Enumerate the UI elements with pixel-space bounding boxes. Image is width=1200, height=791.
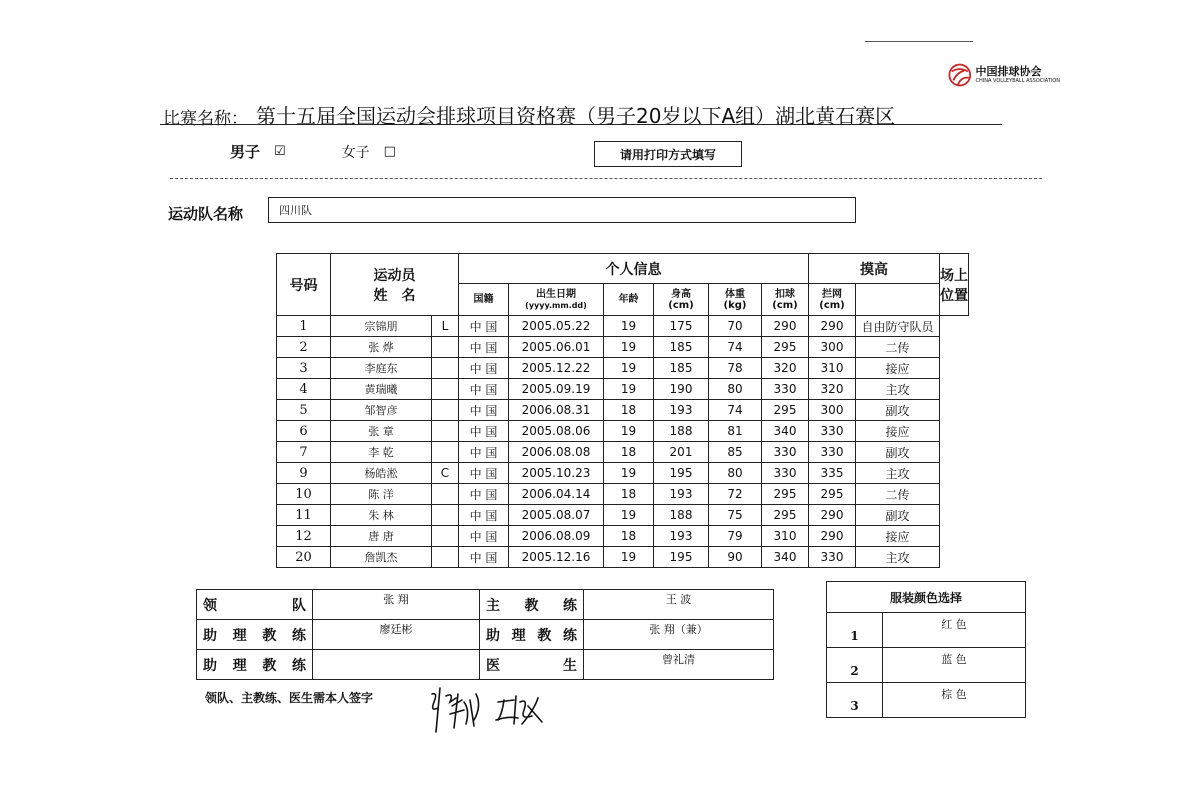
header-height-unit: (cm)	[668, 299, 694, 311]
roster-name[interactable]: 张 烨	[331, 337, 432, 358]
roster-height[interactable]: 188	[654, 505, 709, 526]
header-spike-unit: (cm)	[772, 299, 798, 311]
roster-height[interactable]: 175	[654, 316, 709, 337]
roster-age[interactable]: 19	[604, 463, 654, 484]
roster-age[interactable]: 19	[604, 421, 654, 442]
roster-block-reach[interactable]: 310	[809, 358, 856, 379]
male-checkbox[interactable]: ☑	[274, 144, 286, 159]
roster-spike-reach[interactable]: 295	[762, 337, 809, 358]
table-row	[277, 463, 969, 484]
handwritten-signatures	[418, 680, 558, 740]
roster-name[interactable]: 李庭东	[331, 358, 432, 379]
roster-name[interactable]: 宗锦朋	[331, 316, 432, 337]
roster-nationality[interactable]: 中 国	[459, 316, 509, 337]
roster-weight[interactable]: 72	[709, 484, 762, 505]
roster-spike-reach[interactable]: 330	[762, 442, 809, 463]
roster-birth-date[interactable]: 2006.08.09	[509, 526, 604, 547]
roster-spike-reach[interactable]: 330	[762, 379, 809, 400]
leader-label: 领 队	[197, 590, 313, 620]
roster-spike-reach[interactable]: 330	[762, 463, 809, 484]
table-row	[277, 337, 969, 358]
uniform-option-color[interactable]: 棕 色	[883, 683, 1026, 718]
roster-age[interactable]: 18	[604, 484, 654, 505]
roster-age[interactable]: 19	[604, 337, 654, 358]
roster-spike-reach[interactable]: 340	[762, 547, 809, 568]
roster-name[interactable]: 张 章	[331, 421, 432, 442]
header-spike	[762, 284, 809, 316]
roster-nationality[interactable]: 中 国	[459, 463, 509, 484]
roster-body	[277, 316, 969, 568]
roster-role-mark[interactable]	[432, 526, 459, 547]
assistant-coach-2-value[interactable]	[313, 650, 480, 680]
roster-name[interactable]: 唐 唐	[331, 526, 432, 547]
roster-position[interactable]: 接应	[856, 358, 940, 379]
table-row	[277, 484, 969, 505]
roster-spike-reach[interactable]: 290	[762, 316, 809, 337]
header-birth-format: (yyyy.mm.dd)	[525, 300, 587, 310]
roster-number[interactable]: 3	[277, 358, 331, 379]
roster-number[interactable]: 2	[277, 337, 331, 358]
header-weight	[709, 284, 762, 316]
roster-height[interactable]: 190	[654, 379, 709, 400]
table-row	[277, 316, 969, 337]
uniform-option-index: 3	[827, 683, 883, 718]
roster-height[interactable]: 193	[654, 400, 709, 421]
roster-number[interactable]: 7	[277, 442, 331, 463]
header-birth-label: 出生日期	[536, 288, 576, 300]
roster-number[interactable]: 4	[277, 379, 331, 400]
roster-position[interactable]: 主攻	[856, 379, 940, 400]
roster-birth-date[interactable]: 2005.10.23	[509, 463, 604, 484]
roster-birth-date[interactable]: 2006.08.31	[509, 400, 604, 421]
uniform-option-index: 2	[827, 648, 883, 683]
header-athlete-line1: 运动员	[373, 267, 416, 284]
roster-nationality[interactable]: 中 国	[459, 484, 509, 505]
roster-height[interactable]: 188	[654, 421, 709, 442]
roster-block-reach[interactable]: 300	[809, 400, 856, 421]
roster-birth-date[interactable]: 2005.08.07	[509, 505, 604, 526]
header-reach: 摸高	[809, 254, 940, 284]
roster-age[interactable]: 18	[604, 442, 654, 463]
roster-age[interactable]: 19	[604, 379, 654, 400]
roster-weight[interactable]: 85	[709, 442, 762, 463]
logo-name-cn: 中国排球协会	[975, 65, 1042, 78]
roster-nationality[interactable]: 中 国	[459, 337, 509, 358]
roster-role-mark[interactable]	[432, 484, 459, 505]
roster-number[interactable]: 10	[277, 484, 331, 505]
doctor-label: 医 生	[480, 650, 584, 680]
volleyball-logo-icon	[948, 62, 972, 88]
dashed-separator	[170, 178, 1042, 179]
roster-position[interactable]: 副攻	[856, 400, 940, 421]
assistant-coach-1-value[interactable]: 廖廷彬	[313, 620, 480, 650]
roster-name[interactable]: 杨皓淞	[331, 463, 432, 484]
header-age: 年龄	[604, 284, 654, 316]
roster-position[interactable]: 自由防守队员	[856, 316, 940, 337]
uniform-color-table	[826, 581, 1026, 718]
roster-height[interactable]: 185	[654, 337, 709, 358]
roster-height[interactable]: 193	[654, 526, 709, 547]
roster-nationality[interactable]: 中 国	[459, 358, 509, 379]
male-label: 男子	[230, 143, 261, 161]
roster-nationality[interactable]: 中 国	[459, 505, 509, 526]
roster-nationality[interactable]: 中 国	[459, 400, 509, 421]
staff-table	[196, 589, 774, 680]
roster-position[interactable]: 接应	[856, 526, 940, 547]
roster-spike-reach[interactable]: 320	[762, 358, 809, 379]
roster-age[interactable]: 18	[604, 400, 654, 421]
roster-weight[interactable]: 74	[709, 337, 762, 358]
roster-role-mark[interactable]: L	[432, 316, 459, 337]
roster-weight[interactable]: 75	[709, 505, 762, 526]
team-name-field[interactable]: 四川队	[268, 197, 856, 223]
assistant-coach-2-label: 助理教练	[197, 650, 313, 680]
table-row	[277, 547, 969, 568]
header-personal-info: 个人信息	[459, 254, 809, 284]
roster-role-mark[interactable]	[432, 400, 459, 421]
header-weight-label: 体重	[725, 288, 745, 300]
roster-birth-date[interactable]: 2005.08.06	[509, 421, 604, 442]
competition-underline	[160, 124, 1002, 125]
female-label: 女子	[341, 144, 370, 161]
top-rule	[865, 41, 973, 42]
uniform-option-color[interactable]: 蓝 色	[883, 648, 1026, 683]
roster-number[interactable]: 6	[277, 421, 331, 442]
table-row	[277, 421, 969, 442]
roster-spike-reach[interactable]: 295	[762, 400, 809, 421]
roster-position[interactable]: 二传	[856, 484, 940, 505]
header-block-unit: (cm)	[819, 299, 845, 311]
logo-name-en: CHINA VOLLEYBALL ASSOCIATION	[975, 78, 1060, 84]
roster-number[interactable]: 1	[277, 316, 331, 337]
roster-number[interactable]: 5	[277, 400, 331, 421]
roster-name[interactable]: 黄瑞曦	[331, 379, 432, 400]
header-spike-label: 扣球	[775, 288, 795, 300]
roster-block-reach[interactable]: 300	[809, 337, 856, 358]
roster-spike-reach[interactable]: 310	[762, 526, 809, 547]
roster-nationality[interactable]: 中 国	[459, 526, 509, 547]
roster-weight[interactable]: 78	[709, 358, 762, 379]
team-name-label: 运动队名称	[168, 205, 244, 223]
signature-note: 领队、主教练、医生需本人签字	[205, 691, 374, 705]
assistant-coach-1-label: 助理教练	[197, 620, 313, 650]
female-checkbox[interactable]: □	[383, 144, 396, 159]
roster-weight[interactable]: 90	[709, 547, 762, 568]
roster-name[interactable]: 朱 林	[331, 505, 432, 526]
roster-role-mark[interactable]	[432, 421, 459, 442]
header-number: 号码	[277, 254, 331, 316]
roster-age[interactable]: 18	[604, 526, 654, 547]
roster-role-mark[interactable]	[432, 505, 459, 526]
uniform-color-title: 服装颜色选择	[827, 582, 1026, 613]
roster-height[interactable]: 185	[654, 358, 709, 379]
header-position	[940, 254, 969, 316]
roster-nationality[interactable]: 中 国	[459, 442, 509, 463]
roster-nationality[interactable]: 中 国	[459, 421, 509, 442]
roster-height[interactable]: 195	[654, 547, 709, 568]
roster-position[interactable]: 副攻	[856, 505, 940, 526]
assistant-coach-3-value[interactable]: 张 翔（兼）	[584, 620, 774, 650]
roster-block-reach[interactable]: 330	[809, 421, 856, 442]
roster-block-reach[interactable]: 290	[809, 316, 856, 337]
roster-number[interactable]: 11	[277, 505, 331, 526]
roster-position[interactable]: 主攻	[856, 547, 940, 568]
header-height	[654, 284, 709, 316]
roster-nationality[interactable]: 中 国	[459, 547, 509, 568]
association-logo	[948, 58, 1060, 92]
roster-height[interactable]: 201	[654, 442, 709, 463]
roster-position[interactable]: 二传	[856, 337, 940, 358]
roster-number[interactable]: 9	[277, 463, 331, 484]
uniform-option-index: 1	[827, 613, 883, 648]
roster-weight[interactable]: 74	[709, 400, 762, 421]
leader-value[interactable]: 张 翔	[313, 590, 480, 620]
roster-number[interactable]: 12	[277, 526, 331, 547]
roster-block-reach[interactable]: 290	[809, 505, 856, 526]
table-row	[277, 505, 969, 526]
competition-label: 比赛名称：	[163, 109, 248, 129]
table-row	[277, 358, 969, 379]
roster-block-reach[interactable]: 330	[809, 442, 856, 463]
roster-role-mark[interactable]	[432, 379, 459, 400]
roster-role-mark[interactable]	[432, 442, 459, 463]
header-block	[809, 284, 856, 316]
head-coach-label: 主 教 练	[480, 590, 584, 620]
assistant-coach-3-label: 助理教练	[480, 620, 584, 650]
roster-birth-date[interactable]: 2005.06.01	[509, 337, 604, 358]
roster-role-mark[interactable]	[432, 547, 459, 568]
roster-birth-date[interactable]: 2006.08.08	[509, 442, 604, 463]
roster-birth-date[interactable]: 2005.12.16	[509, 547, 604, 568]
header-weight-unit: (kg)	[723, 299, 747, 311]
roster-position[interactable]: 接应	[856, 421, 940, 442]
competition-title: 第十五届全国运动会排球项目资格赛（男子20岁以下A组）湖北黄石赛区	[256, 104, 896, 128]
roster-age[interactable]: 19	[604, 547, 654, 568]
table-row	[277, 400, 969, 421]
roster-spike-reach[interactable]: 340	[762, 421, 809, 442]
header-birth	[509, 284, 604, 316]
roster-block-reach[interactable]: 290	[809, 526, 856, 547]
header-position-line1: 场上	[940, 267, 968, 284]
roster-age[interactable]: 19	[604, 358, 654, 379]
table-row	[277, 526, 969, 547]
header-athlete-line2: 姓 名	[373, 287, 416, 304]
roster-weight[interactable]: 81	[709, 421, 762, 442]
header-athlete	[331, 254, 459, 316]
roster-role-mark[interactable]: C	[432, 463, 459, 484]
roster-role-mark[interactable]	[432, 358, 459, 379]
roster-block-reach[interactable]: 295	[809, 484, 856, 505]
roster-weight[interactable]: 80	[709, 379, 762, 400]
roster-age[interactable]: 19	[604, 316, 654, 337]
roster-role-mark[interactable]	[432, 337, 459, 358]
roster-height[interactable]: 193	[654, 484, 709, 505]
gender-selection	[230, 141, 396, 162]
roster-weight[interactable]: 79	[709, 526, 762, 547]
roster-spike-reach[interactable]: 295	[762, 505, 809, 526]
roster-spike-reach[interactable]: 295	[762, 484, 809, 505]
roster-birth-date[interactable]: 2005.09.19	[509, 379, 604, 400]
roster-number[interactable]: 20	[277, 547, 331, 568]
header-height-label: 身高	[671, 288, 691, 300]
roster-birth-date[interactable]: 2005.12.22	[509, 358, 604, 379]
header-block-label: 拦网	[822, 288, 842, 300]
table-row	[277, 442, 969, 463]
roster-block-reach[interactable]: 330	[809, 547, 856, 568]
roster-block-reach[interactable]: 320	[809, 379, 856, 400]
roster-position[interactable]: 主攻	[856, 463, 940, 484]
roster-birth-date[interactable]: 2006.04.14	[509, 484, 604, 505]
roster-height[interactable]: 195	[654, 463, 709, 484]
roster-birth-date[interactable]: 2005.05.22	[509, 316, 604, 337]
uniform-option-color[interactable]: 红 色	[883, 613, 1026, 648]
header-position-line2: 位置	[940, 287, 968, 304]
roster-weight[interactable]: 80	[709, 463, 762, 484]
header-nationality: 国籍	[459, 284, 509, 316]
roster-position[interactable]: 副攻	[856, 442, 940, 463]
head-coach-value[interactable]: 王 波	[584, 590, 774, 620]
roster-weight[interactable]: 70	[709, 316, 762, 337]
roster-table	[276, 253, 969, 568]
roster-block-reach[interactable]: 335	[809, 463, 856, 484]
roster-nationality[interactable]: 中 国	[459, 379, 509, 400]
doctor-value[interactable]: 曾礼清	[584, 650, 774, 680]
roster-name[interactable]: 邹智彦	[331, 400, 432, 421]
roster-name[interactable]: 李 乾	[331, 442, 432, 463]
roster-name[interactable]: 詹凯杰	[331, 547, 432, 568]
roster-name[interactable]: 陈 洋	[331, 484, 432, 505]
roster-age[interactable]: 19	[604, 505, 654, 526]
table-row	[277, 379, 969, 400]
print-instruction-box: 请用打印方式填写	[594, 141, 742, 167]
